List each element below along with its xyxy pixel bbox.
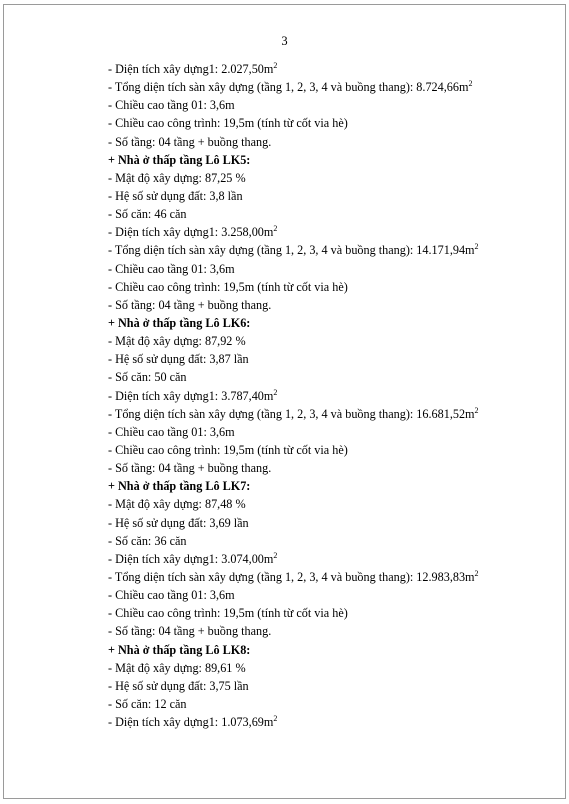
list-item-text: - Hệ số sử dụng đất: 3,87 lần [108, 352, 249, 367]
list-item [108, 368, 548, 386]
list-item [108, 296, 548, 314]
list-item-text: - Tổng diện tích sàn xây dựng (tầng 1, 2, 3, 4 và buồng thang): 14.171,94m [108, 243, 475, 258]
list-item [108, 96, 548, 114]
list-item [108, 459, 548, 477]
list-item-text: - Tổng diện tích sàn xây dựng (tầng 1, 2, 3, 4 và buồng thang): 8.724,66m [108, 80, 469, 95]
list-item-text: - Chiều cao công trình: 19,5m (tính từ cốt via hè) [108, 116, 348, 131]
list-item-text: - Diện tích xây dựng1: 3.787,40m [108, 388, 274, 403]
list-item [108, 405, 548, 423]
list-item [108, 622, 548, 640]
list-item-text: - Số tầng: 04 tầng + buồng thang. [108, 297, 272, 312]
list-item-text: - Diện tích xây dựng1: 3.258,00m [108, 225, 274, 240]
list-item-text: - Diện tích xây dựng1: 1.073,69m [108, 715, 274, 730]
list-item-text: - Chiều cao công trình: 19,5m (tính từ cốt via hè) [108, 279, 348, 294]
list-item [108, 78, 548, 96]
section-heading [108, 151, 548, 169]
section-heading-text: + Nhà ở thấp tầng Lô LK7: [108, 479, 251, 494]
list-item [108, 332, 548, 350]
list-item-text: - Hệ số sử dụng đất: 3,75 lần [108, 678, 249, 693]
list-item-text: - Tổng diện tích sàn xây dựng (tầng 1, 2, 3, 4 và buồng thang): 16.681,52m [108, 406, 475, 421]
list-item [108, 659, 548, 677]
unit-superscript: 2 [474, 405, 479, 415]
list-item [108, 60, 548, 78]
list-item [108, 495, 548, 513]
list-item-text: - Số căn: 50 căn [108, 370, 187, 385]
list-item-text: - Số tầng: 04 tầng + buồng thang. [108, 461, 272, 476]
list-item-text: - Chiều cao tầng 01: 3,6m [108, 424, 235, 439]
list-item [108, 514, 548, 532]
section-heading [108, 477, 548, 495]
list-item-text: - Chiều cao công trình: 19,5m (tính từ cốt via hè) [108, 442, 348, 457]
list-item [108, 187, 548, 205]
list-item [108, 133, 548, 151]
list-item-text: - Số căn: 36 căn [108, 533, 187, 548]
unit-superscript: 2 [474, 568, 479, 578]
list-item [108, 604, 548, 622]
unit-superscript: 2 [468, 79, 473, 89]
unit-superscript: 2 [273, 61, 278, 70]
list-item [108, 260, 548, 278]
section-heading [108, 314, 548, 332]
list-item-text: - Số căn: 46 căn [108, 207, 187, 222]
list-item-text: - Mật độ xây dựng: 87,48 % [108, 497, 246, 512]
list-item [108, 241, 548, 259]
list-item [108, 532, 548, 550]
list-item [108, 223, 548, 241]
list-item-text: - Tổng diện tích sàn xây dựng (tầng 1, 2, 3, 4 và buồng thang): 12.983,83m [108, 569, 475, 584]
list-item [108, 423, 548, 441]
page-number: 3 [281, 34, 288, 48]
section-heading-text: + Nhà ở thấp tầng Lô LK6: [108, 315, 251, 330]
list-item [108, 586, 548, 604]
section-heading-text: + Nhà ở thấp tầng Lô LK8: [108, 642, 251, 657]
list-item [108, 695, 548, 713]
list-item [108, 677, 548, 695]
list-item [108, 568, 548, 586]
unit-superscript: 2 [273, 550, 278, 560]
unit-superscript: 2 [273, 224, 278, 234]
list-item-text: - Mật độ xây dựng: 87,92 % [108, 334, 246, 349]
list-item-text: - Hệ số sử dụng đất: 3,69 lần [108, 515, 249, 530]
unit-superscript: 2 [474, 242, 479, 252]
list-item [108, 441, 548, 459]
section-heading [108, 641, 548, 659]
list-item [108, 550, 548, 568]
unit-superscript: 2 [273, 387, 278, 397]
list-item [108, 278, 548, 296]
list-item-text: - Hệ số sử dụng đất: 3,8 lần [108, 188, 243, 203]
list-item-text: - Diện tích xây dựng1: 3.074,00m [108, 551, 274, 566]
list-item [108, 350, 548, 368]
list-item-text: - Chiều cao tầng 01: 3,6m [108, 261, 235, 276]
list-item-text: - Số tầng: 04 tầng + buồng thang. [108, 624, 272, 639]
unit-superscript: 2 [273, 714, 278, 724]
list-item-text: - Mật độ xây dựng: 89,61 % [108, 660, 246, 675]
list-item [108, 387, 548, 405]
list-item-text: - Chiều cao tầng 01: 3,6m [108, 588, 235, 603]
list-item-text: - Số căn: 12 căn [108, 696, 187, 711]
list-item-text: - Diện tích xây dựng1: 2.027,50m [108, 62, 274, 76]
list-item-text: - Số tầng: 04 tầng + buồng thang. [108, 134, 272, 149]
list-item-text: - Chiều cao công trình: 19,5m (tính từ cốt via hè) [108, 606, 348, 621]
list-item [108, 713, 548, 731]
list-item [108, 205, 548, 223]
list-item [108, 169, 548, 187]
document-body [108, 60, 548, 731]
list-item-text: - Mật độ xây dựng: 87,25 % [108, 170, 246, 185]
section-heading-text: + Nhà ở thấp tầng Lô LK5: [108, 152, 251, 167]
list-item [108, 114, 548, 132]
list-item-text: - Chiều cao tầng 01: 3,6m [108, 98, 235, 113]
